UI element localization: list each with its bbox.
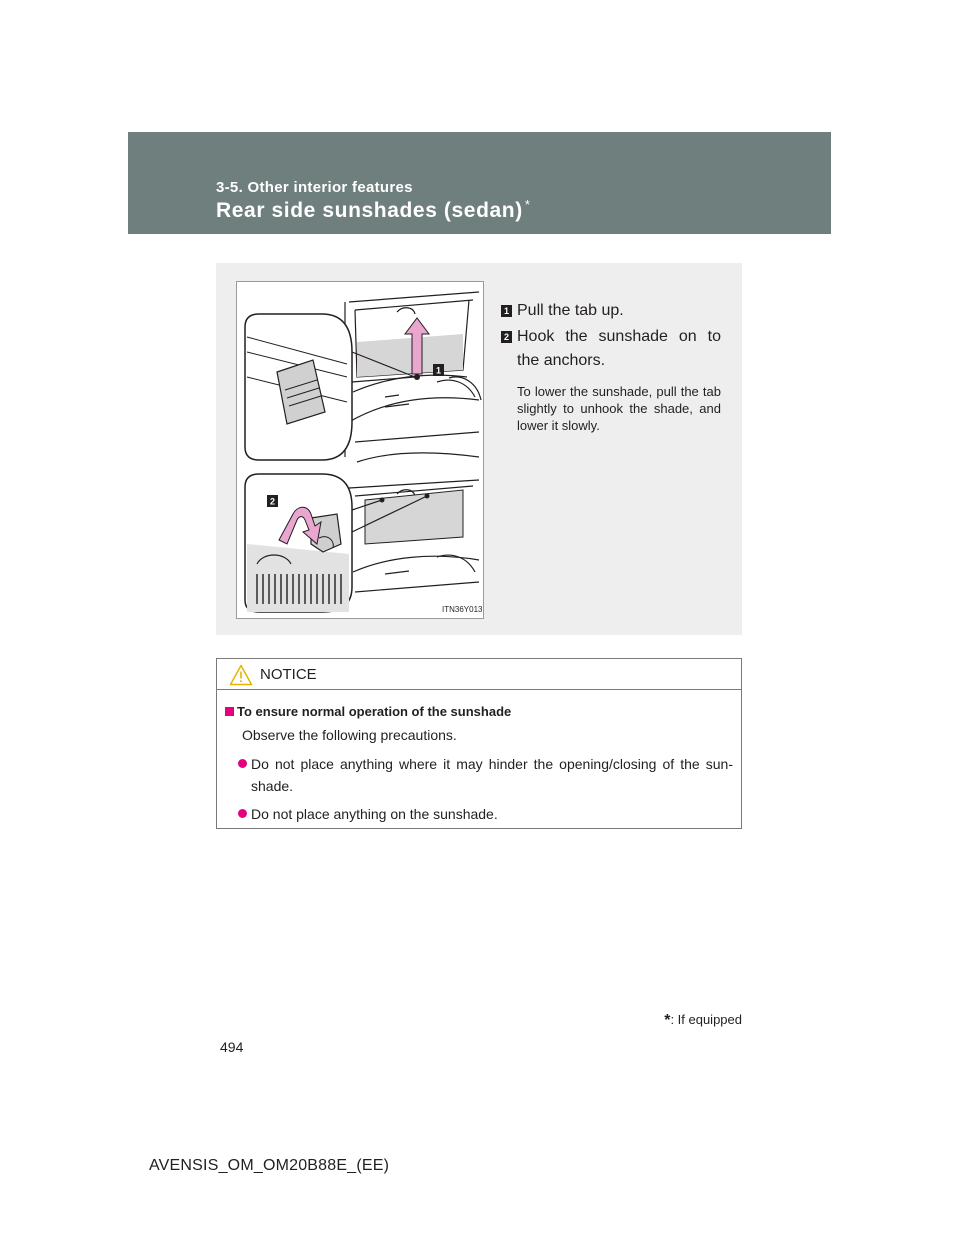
round-bullet-icon <box>238 809 247 818</box>
footnote-text: : If equipped <box>670 1012 742 1027</box>
notice-bullet-1 <box>225 753 733 797</box>
bottom-zoom-detail <box>245 474 427 612</box>
step-2-text: Hook the sunshade on to the anchors. <box>517 328 721 369</box>
sunshade-drawing <box>237 282 483 618</box>
page-title <box>216 197 530 223</box>
step-list <box>505 299 721 434</box>
notice-heading <box>225 701 733 723</box>
page-title-text: Rear side sunshades (sedan) <box>216 199 523 222</box>
step-2 <box>505 325 721 373</box>
chapter-header <box>128 132 831 234</box>
callout-1-label: 1 <box>435 365 442 376</box>
document-code: AVENSIS_OM_OM20B88E_(EE) <box>149 1157 390 1174</box>
notice-title: NOTICE <box>260 666 317 683</box>
callout-2-badge <box>267 495 278 507</box>
notice-heading-text: To ensure normal operation of the sunshade <box>237 704 512 719</box>
section-label: 3-5. Other interior features <box>216 179 413 196</box>
notice-bullet-2-text: Do not place anything on the sunshade. <box>251 806 498 822</box>
tab-zoom-detail <box>245 314 415 460</box>
warning-triangle-icon <box>229 664 253 686</box>
lowering-note: To lower the sunshade, pull the tab slightly to unhook the shade, and lower it slowly. <box>517 384 721 433</box>
sunshade-illustration <box>236 281 484 619</box>
instruction-panel <box>216 263 742 635</box>
equipment-mark: * <box>524 197 531 212</box>
notice-box <box>216 658 742 829</box>
round-bullet-icon <box>238 759 247 768</box>
notice-intro: Observe the following precautions. <box>242 727 457 743</box>
callout-1-badge <box>433 364 444 376</box>
step-1 <box>505 299 721 323</box>
notice-body <box>217 690 741 825</box>
footnote <box>640 1012 742 1030</box>
notice-header <box>217 659 741 690</box>
step-1-text: Pull the tab up. <box>517 302 624 319</box>
square-bullet-icon <box>225 707 234 716</box>
footnote-mark: * <box>664 1012 671 1029</box>
callout-2-label: 2 <box>269 496 276 507</box>
step-1-number: 1 <box>501 305 512 317</box>
step-2-number: 2 <box>501 331 512 343</box>
page-number: 494 <box>220 1039 244 1055</box>
raised-shade <box>357 334 463 377</box>
notice-bullet-1-text: Do not place anything where it may hinder the opening/closing of the sun-shade. <box>251 756 733 794</box>
notice-bullet-2 <box>225 803 733 825</box>
figure-code: ITN36Y013 <box>442 605 483 614</box>
hooked-shade <box>365 490 463 544</box>
